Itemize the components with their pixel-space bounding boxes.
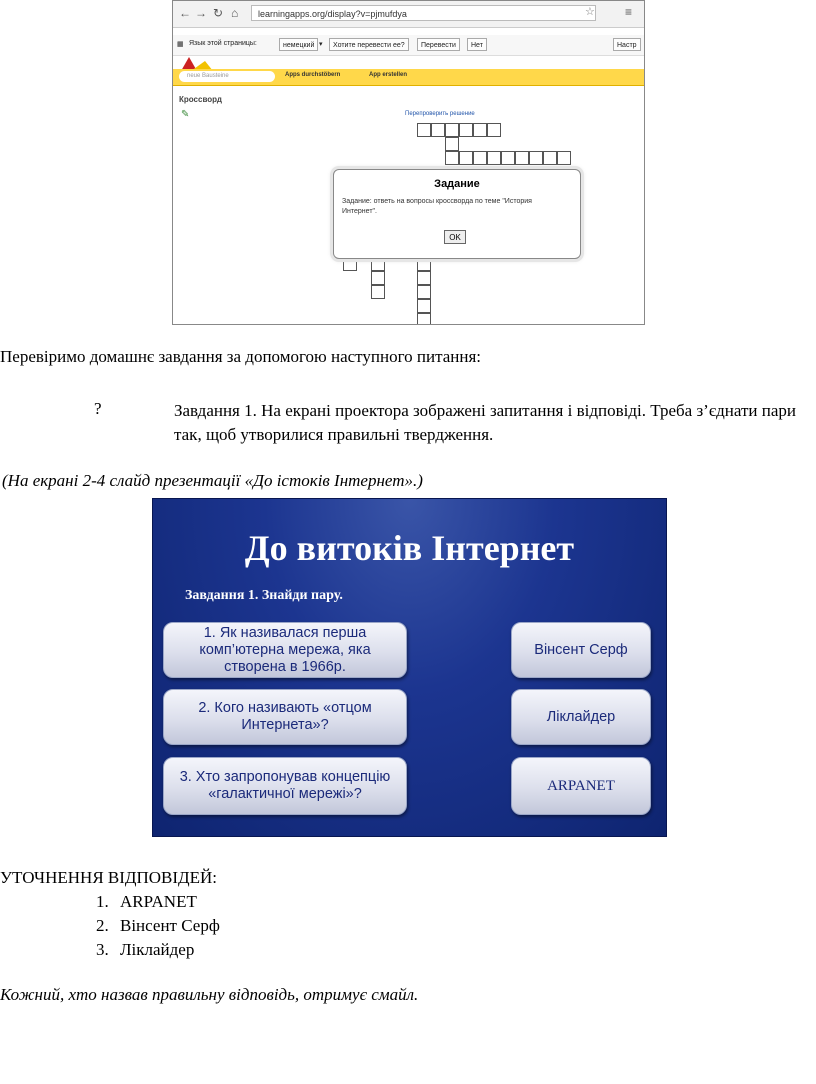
browser-toolbar [173,1,644,28]
translate-question: Хотите перевести ее? [329,38,409,51]
crossword-cell[interactable] [459,151,473,165]
language-select[interactable]: немецкий [279,38,318,51]
crossword-cell[interactable] [557,151,571,165]
nav-link-browse[interactable]: Apps durchstöbern [285,72,341,78]
forward-icon[interactable]: → [195,6,207,20]
back-icon[interactable]: ← [179,6,191,20]
crossword-cell[interactable] [417,313,431,325]
address-bar[interactable]: learningapps.org/display?v=pjmufdya [251,5,596,21]
answers-list [96,890,220,962]
crossword-cell[interactable] [501,151,515,165]
page-title: Кроссворд [179,95,222,104]
crossword-cell[interactable] [371,257,385,271]
nav-link-create[interactable]: App erstellen [369,72,408,78]
ok-button[interactable]: OK [444,230,466,244]
reload-icon[interactable]: ↻ [213,6,224,20]
crossword-cell[interactable] [343,257,357,271]
answer-button-1[interactable]: Вінсент Серф [511,622,651,678]
browser-screenshot [172,0,645,325]
settings-button[interactable]: Настр [613,38,641,51]
intro-paragraph: Перевіримо домашнє завдання за допомогою наступного питання: [0,347,481,366]
help-icon[interactable]: ✎ [181,109,190,120]
slide-subtitle: Завдання 1. Знайди пару. [185,588,343,603]
crossword-cell[interactable] [417,271,431,285]
crossword-cell[interactable] [417,285,431,299]
question-button-2[interactable]: 2. Кого називають «отцом Интернета»? [163,689,407,745]
crossword-cell[interactable] [543,151,557,165]
crossword-cell[interactable] [417,299,431,313]
list-item: 3. Ліклайдер [96,940,195,959]
star-icon[interactable]: ☆ [585,6,595,18]
crossword-cell[interactable] [473,123,487,137]
site-navbar [173,69,644,86]
answer-button-3[interactable]: ARPANET [511,757,651,815]
task-dialog [333,169,581,259]
translate-button[interactable]: Перевести [417,38,460,51]
crossword-cell[interactable] [529,151,543,165]
question-button-1[interactable]: 1. Як називалася перша комп’ютерна мережа, яка створена в 1966р. [163,622,407,678]
language-label: Язык этой страницы: [189,40,257,47]
crossword-cell[interactable] [487,123,501,137]
slide-caption: (На екрані 2-4 слайд презентації «До істоків Інтернет».) [2,471,423,490]
bullet-marker: ? [94,399,102,418]
crossword-cell[interactable] [371,285,385,299]
answer-button-2[interactable]: Ліклайдер [511,689,651,745]
menu-icon[interactable]: ≡ [625,5,633,19]
answers-heading: УТОЧНЕННЯ ВІДПОВІДЕЙ: [0,868,218,887]
crossword-cell[interactable] [445,151,459,165]
dialog-title: Задание [434,178,480,190]
crossword-cell[interactable] [371,271,385,285]
crossword-cell[interactable] [417,123,431,137]
crossword-cell[interactable] [487,151,501,165]
translate-bar [173,35,644,56]
dialog-text: Задание: ответь на вопросы кроссворда по теме "История Интернет". [342,198,532,215]
slide-title: До витоків Інтернет [244,528,575,568]
chevron-down-icon: ▾ [319,41,323,48]
question-button-3[interactable]: 3. Хто запропонував концепцію «галактичної мережі»? [163,757,407,815]
closing-paragraph: Кожний, хто назвав правильну відповідь, отримує смайл. [0,985,419,1004]
translate-icon: ▦ [177,41,184,48]
crossword-cell[interactable] [431,123,445,137]
crossword-cell[interactable] [417,257,431,271]
search-input[interactable]: neue Bausteine [179,71,275,82]
crossword-cell[interactable] [445,123,459,137]
list-item: 1. ARPANET [96,892,197,911]
task-paragraph: Завдання 1. На екрані проектора зображені запитання і відповіді. Треба з’єднати пари так, щоб утворилися правильні твердження. [174,401,796,444]
no-button[interactable]: Нет [467,38,487,51]
home-icon[interactable]: ⌂ [231,6,239,20]
crossword-cell[interactable] [459,123,473,137]
check-solution-link[interactable]: Перепроверить решение [405,111,475,117]
list-item: 2. Вінсент Серф [96,916,220,935]
crossword-cell[interactable] [515,151,529,165]
crossword-cell[interactable] [445,137,459,151]
crossword-cell[interactable] [473,151,487,165]
presentation-slide [152,498,667,837]
